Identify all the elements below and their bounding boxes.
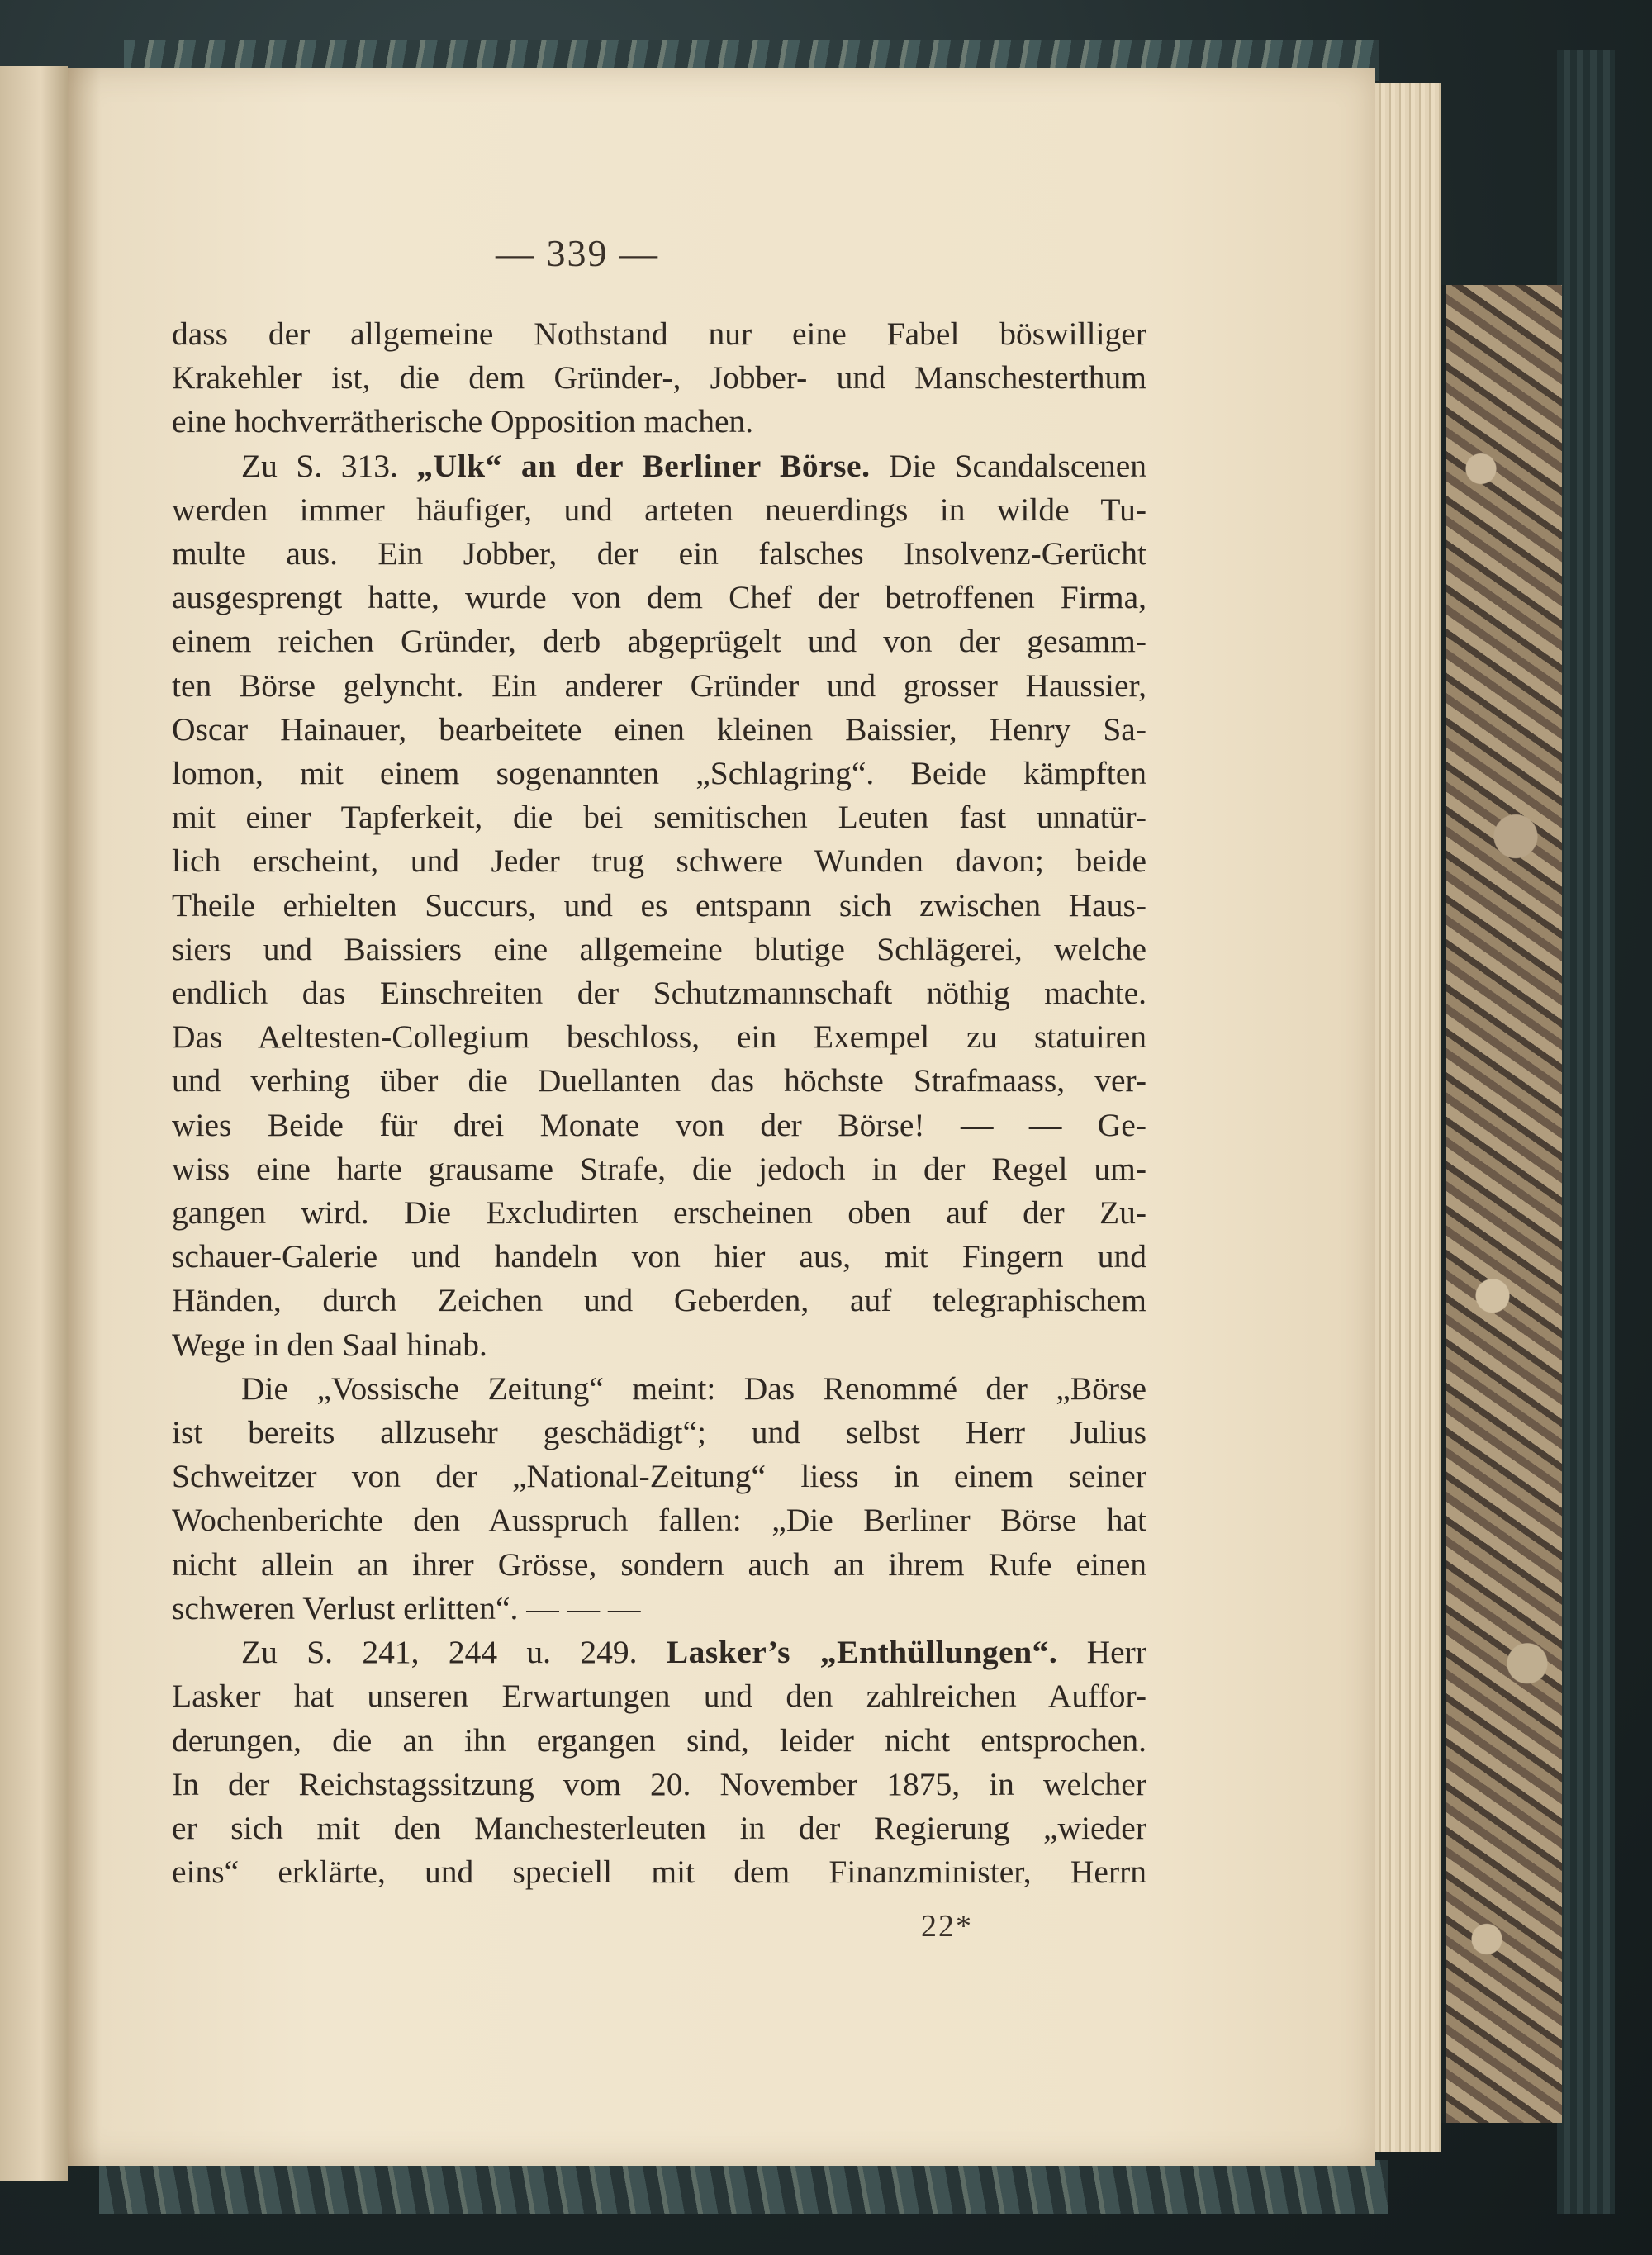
page-edges xyxy=(1375,83,1441,2152)
text-line: und verhing über die Duellanten das höchste Strafmaass, ver- xyxy=(172,1062,1146,1099)
page-number-header: — 339 — xyxy=(496,232,659,274)
text-line: Wochenberichte den Ausspruch fallen: „Die Berliner Börse hat xyxy=(172,1502,1146,1539)
section-title: „Ulk“ an der Berliner Börse. xyxy=(416,447,871,484)
text-fragment: Die Scandalscenen xyxy=(870,447,1146,484)
cover-board-bottom xyxy=(99,2160,1388,2214)
text-line: wiss eine harte grausame Strafe, die jedoch in der Regel um- xyxy=(172,1150,1146,1187)
text-line: einem reichen Gründer, derb abgeprügelt und von der gesamm- xyxy=(172,623,1146,660)
text-line: nicht allein an ihrer Grösse, sondern auch an ihrem Rufe einen xyxy=(172,1545,1146,1583)
section-title: Lasker’s „Enthüllungen“. xyxy=(666,1634,1058,1671)
text-line: ten Börse gelyncht. Ein anderer Gründer und grosser Haussier, xyxy=(172,667,1146,704)
text-line: lich erscheint, und Jeder trug schwere Wunden davon; beide xyxy=(172,843,1146,880)
text-line: In der Reichstagssitzung vom 20. November 1875, in welcher xyxy=(172,1765,1146,1802)
text-line: siers und Baissiers eine allgemeine blutige Schlägerei, welche xyxy=(172,930,1146,967)
book-spine xyxy=(1557,50,1615,2214)
text-line: er sich mit den Manchesterleuten in der Regierung „wieder xyxy=(172,1809,1146,1846)
text-line: gangen wird. Die Excludirten erscheinen oben auf der Zu- xyxy=(172,1194,1146,1232)
text-line: ausgesprengt hatte, wurde von dem Chef der betroffenen Firma, xyxy=(172,579,1146,616)
section-heading-line xyxy=(172,444,1146,488)
section-heading-line xyxy=(172,1631,1146,1674)
text-line: Oscar Hainauer, bearbeitete einen kleinen Baissier, Henry Sa- xyxy=(172,710,1146,748)
text-line: Wege in den Saal hinab. xyxy=(172,1326,487,1363)
marbled-endpaper xyxy=(1441,285,1562,2123)
text-line: endlich das Einschreiten der Schutzmannschaft nöthig machte. xyxy=(172,975,1146,1012)
text-line: schauer-Galerie und handeln von hier aus, mit Fingern und xyxy=(172,1238,1146,1275)
text-line: lomon, mit einem sogenannten „Schlagring“. Beide kämpften xyxy=(172,755,1146,792)
section-ref: Zu S. 313. xyxy=(241,447,417,484)
text-line: derungen, die an ihn ergangen sind, leider nicht entsprochen. xyxy=(172,1721,1146,1759)
text-line: mit einer Tapferkeit, die bei semitischen Leuten fast unnatür- xyxy=(172,799,1146,836)
text-line: eins“ erklärte, und speciell mit dem Finanzminister, Herrn xyxy=(172,1854,1146,1891)
text-fragment: Herr xyxy=(1057,1634,1146,1671)
facing-page-edge xyxy=(0,66,68,2181)
page-body-text xyxy=(172,312,1146,1894)
text-line: Krakehler ist, die dem Gründer-, Jobber- und Manschesterthum xyxy=(172,359,1146,396)
text-line: Theile erhielten Succurs, und es entspann sich zwischen Haus- xyxy=(172,886,1146,923)
text-line: ist bereits allzusehr geschädigt“; und selbst Herr Julius xyxy=(172,1414,1146,1451)
text-line: werden immer häufiger, und arteten neuerdings in wilde Tu- xyxy=(172,491,1146,528)
text-line: Das Aeltesten-Collegium beschloss, ein Exempel zu statuiren xyxy=(172,1018,1146,1056)
text-line: eine hochverrätherische Opposition machen. xyxy=(172,403,754,440)
text-line: dass der allgemeine Nothstand nur eine Fabel böswilliger xyxy=(172,316,1146,352)
text-line: schweren Verlust erlitten“. — — — xyxy=(172,1589,641,1626)
text-line: Händen, durch Zeichen und Geberden, auf telegraphischem xyxy=(172,1282,1146,1319)
section-ref: Zu S. 241, 244 u. 249. xyxy=(241,1634,667,1671)
signature-mark: 22* xyxy=(921,1909,973,1944)
text-line: Lasker hat unseren Erwartungen und den zahlreichen Auffor- xyxy=(172,1678,1146,1715)
text-line: wies Beide für drei Monate von der Börse! — — Ge- xyxy=(172,1106,1146,1143)
text-line: multe aus. Ein Jobber, der ein falsches Insolvenz-Gerücht xyxy=(172,535,1146,572)
text-line: Schweitzer von der „National-Zeitung“ liess in einem seiner xyxy=(172,1458,1146,1495)
text-line: Die „Vossische Zeitung“ meint: Das Renommé der „Börse xyxy=(241,1370,1146,1407)
